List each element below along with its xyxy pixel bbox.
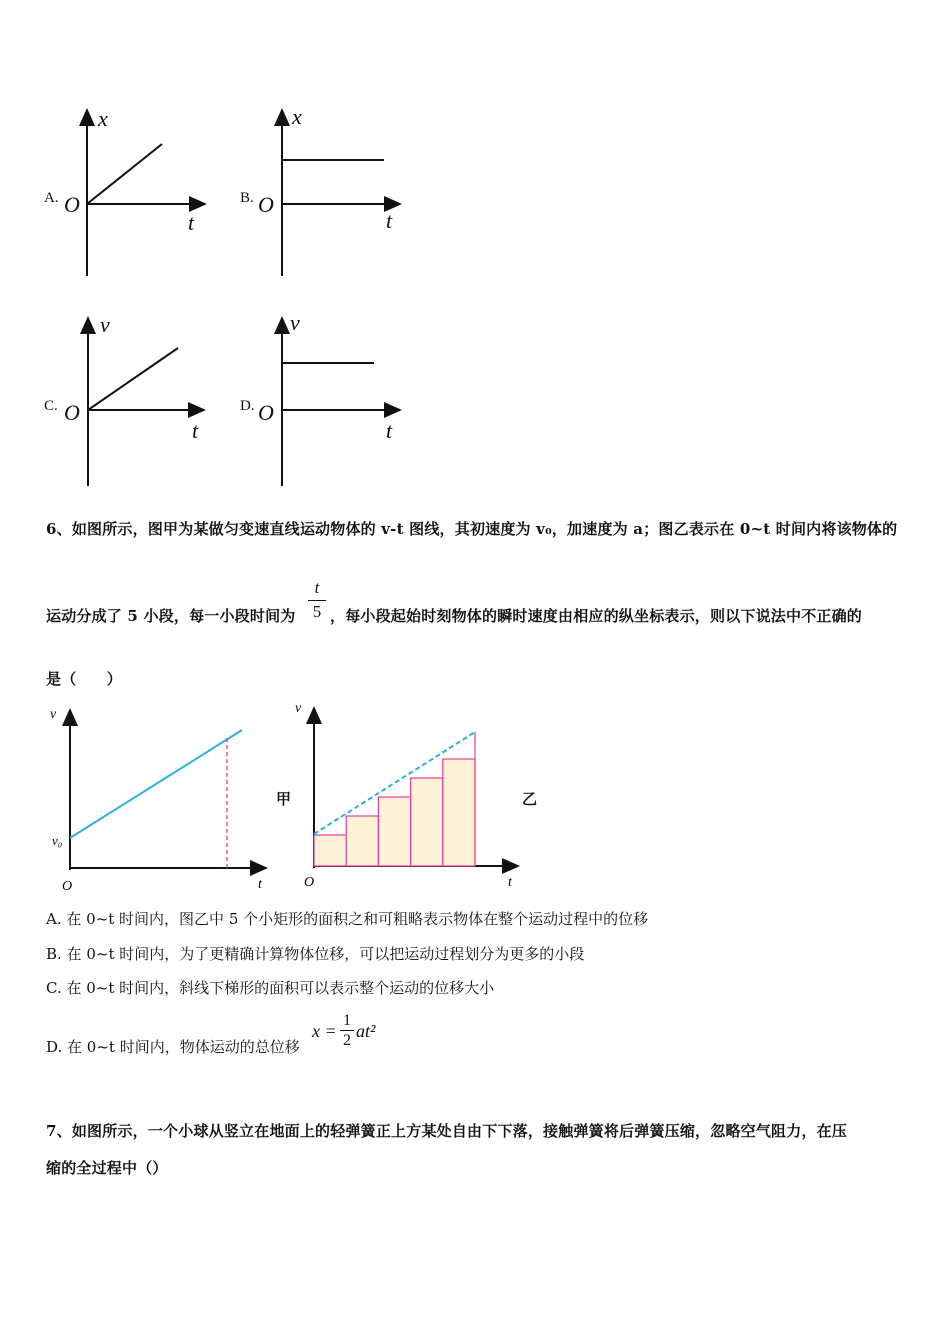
q7-line2: 缩的全过程中（）: [46, 1159, 168, 1177]
graph-a-svg: [40, 100, 220, 280]
figure-jia-xaxis-label: t: [258, 877, 262, 892]
q6-fraction: [306, 578, 328, 623]
graph-c-xaxis-label: t: [192, 418, 199, 443]
graph-d-label: D.: [240, 398, 255, 414]
q6-fraction-num: t: [314, 578, 320, 597]
graph-a: [40, 100, 220, 280]
figure-yi-rect-2: [346, 816, 378, 866]
graph-c-origin: O: [64, 400, 80, 425]
graph-c-label: C.: [44, 398, 58, 414]
graph-a-xaxis-label: t: [188, 210, 195, 235]
graph-d-origin: O: [258, 400, 274, 425]
formula-frac: [340, 1012, 354, 1051]
graph-b-xaxis-label: t: [386, 208, 393, 233]
q6-line3: 是（ ）: [46, 670, 123, 688]
figure-yi-svg: [290, 696, 530, 891]
figure-jia-origin: O: [62, 879, 73, 894]
graph-a-origin: O: [64, 192, 80, 217]
q6-line2b: ，每小段起始时刻物体的瞬时速度由相应的纵坐标表示，则以下说法中不正确的: [330, 607, 863, 625]
figure-jia-caption: 甲: [276, 790, 292, 808]
formula-rhs: at²: [356, 1021, 376, 1041]
q6-option-d[interactable]: D. 在 0~t 时间内，物体运动的总位移: [46, 1038, 300, 1056]
figure-yi-xaxis-label: t: [508, 875, 512, 890]
q6-option-a[interactable]: A. 在 0~t 时间内，图乙中 5 个小矩形的面积之和可粗略表示物体在整个运动过程中的位移: [46, 910, 649, 928]
graph-b: [236, 100, 416, 280]
figure-jia-vt-line: [70, 730, 242, 838]
q6-line1: 6、如图所示，图甲为某做匀变速直线运动物体的 v-t 图线，其初速度为 v₀，加速度为 a；图乙表示在 0~t 时间内将该物体的: [46, 520, 898, 538]
figure-yi: [290, 696, 530, 891]
graph-a-yaxis-label: x: [98, 106, 108, 131]
q6-option-b[interactable]: B. 在 0~t 时间内，为了更精确计算物体位移，可以把运动过程划分为更多的小段: [46, 945, 585, 963]
graph-b-origin: O: [258, 192, 274, 217]
formula-lhs: x =: [312, 1021, 337, 1041]
graph-a-line: [87, 144, 162, 204]
figure-yi-rect-4: [411, 778, 443, 866]
figure-jia-v0-label: v₀: [52, 833, 63, 848]
q6-fraction-den: 5: [312, 602, 322, 621]
figure-jia-yaxis-label: v: [50, 707, 57, 722]
figure-jia: [46, 700, 276, 895]
q6-line2a: 运动分成了 5 小段，每一小段时间为: [46, 607, 296, 625]
q6-option-c[interactable]: C. 在 0~t 时间内，斜线下梯形的面积可以表示整个运动的位移大小: [46, 979, 495, 997]
figure-jia-svg: [46, 700, 276, 895]
graph-a-label: A.: [44, 190, 59, 206]
graph-b-svg: [236, 100, 416, 280]
figure-yi-rect-1: [314, 835, 346, 866]
graph-b-label: B.: [240, 190, 254, 206]
graph-c: [40, 310, 220, 490]
graph-b-yaxis-label: x: [292, 104, 302, 129]
graph-c-line: [88, 348, 178, 410]
figure-yi-caption: 乙: [522, 790, 538, 808]
graph-d-xaxis-label: t: [386, 418, 393, 443]
figure-yi-rect-3: [378, 797, 410, 866]
figure-yi-origin: O: [304, 875, 315, 890]
formula-frac-den: 2: [343, 1032, 351, 1049]
figure-yi-yaxis-label: v: [295, 701, 302, 716]
figure-yi-rect-5: [443, 759, 475, 866]
formula-frac-num: 1: [343, 1012, 351, 1029]
graph-d: [236, 310, 416, 490]
graph-d-yaxis-label: v: [290, 310, 300, 335]
q7-line1: 7、如图所示，一个小球从竖立在地面上的轻弹簧正上方某处自由下下落，接触弹簧将后弹簧压缩，忽略空气阻力，在压: [46, 1122, 848, 1140]
graph-c-yaxis-label: v: [100, 312, 110, 337]
